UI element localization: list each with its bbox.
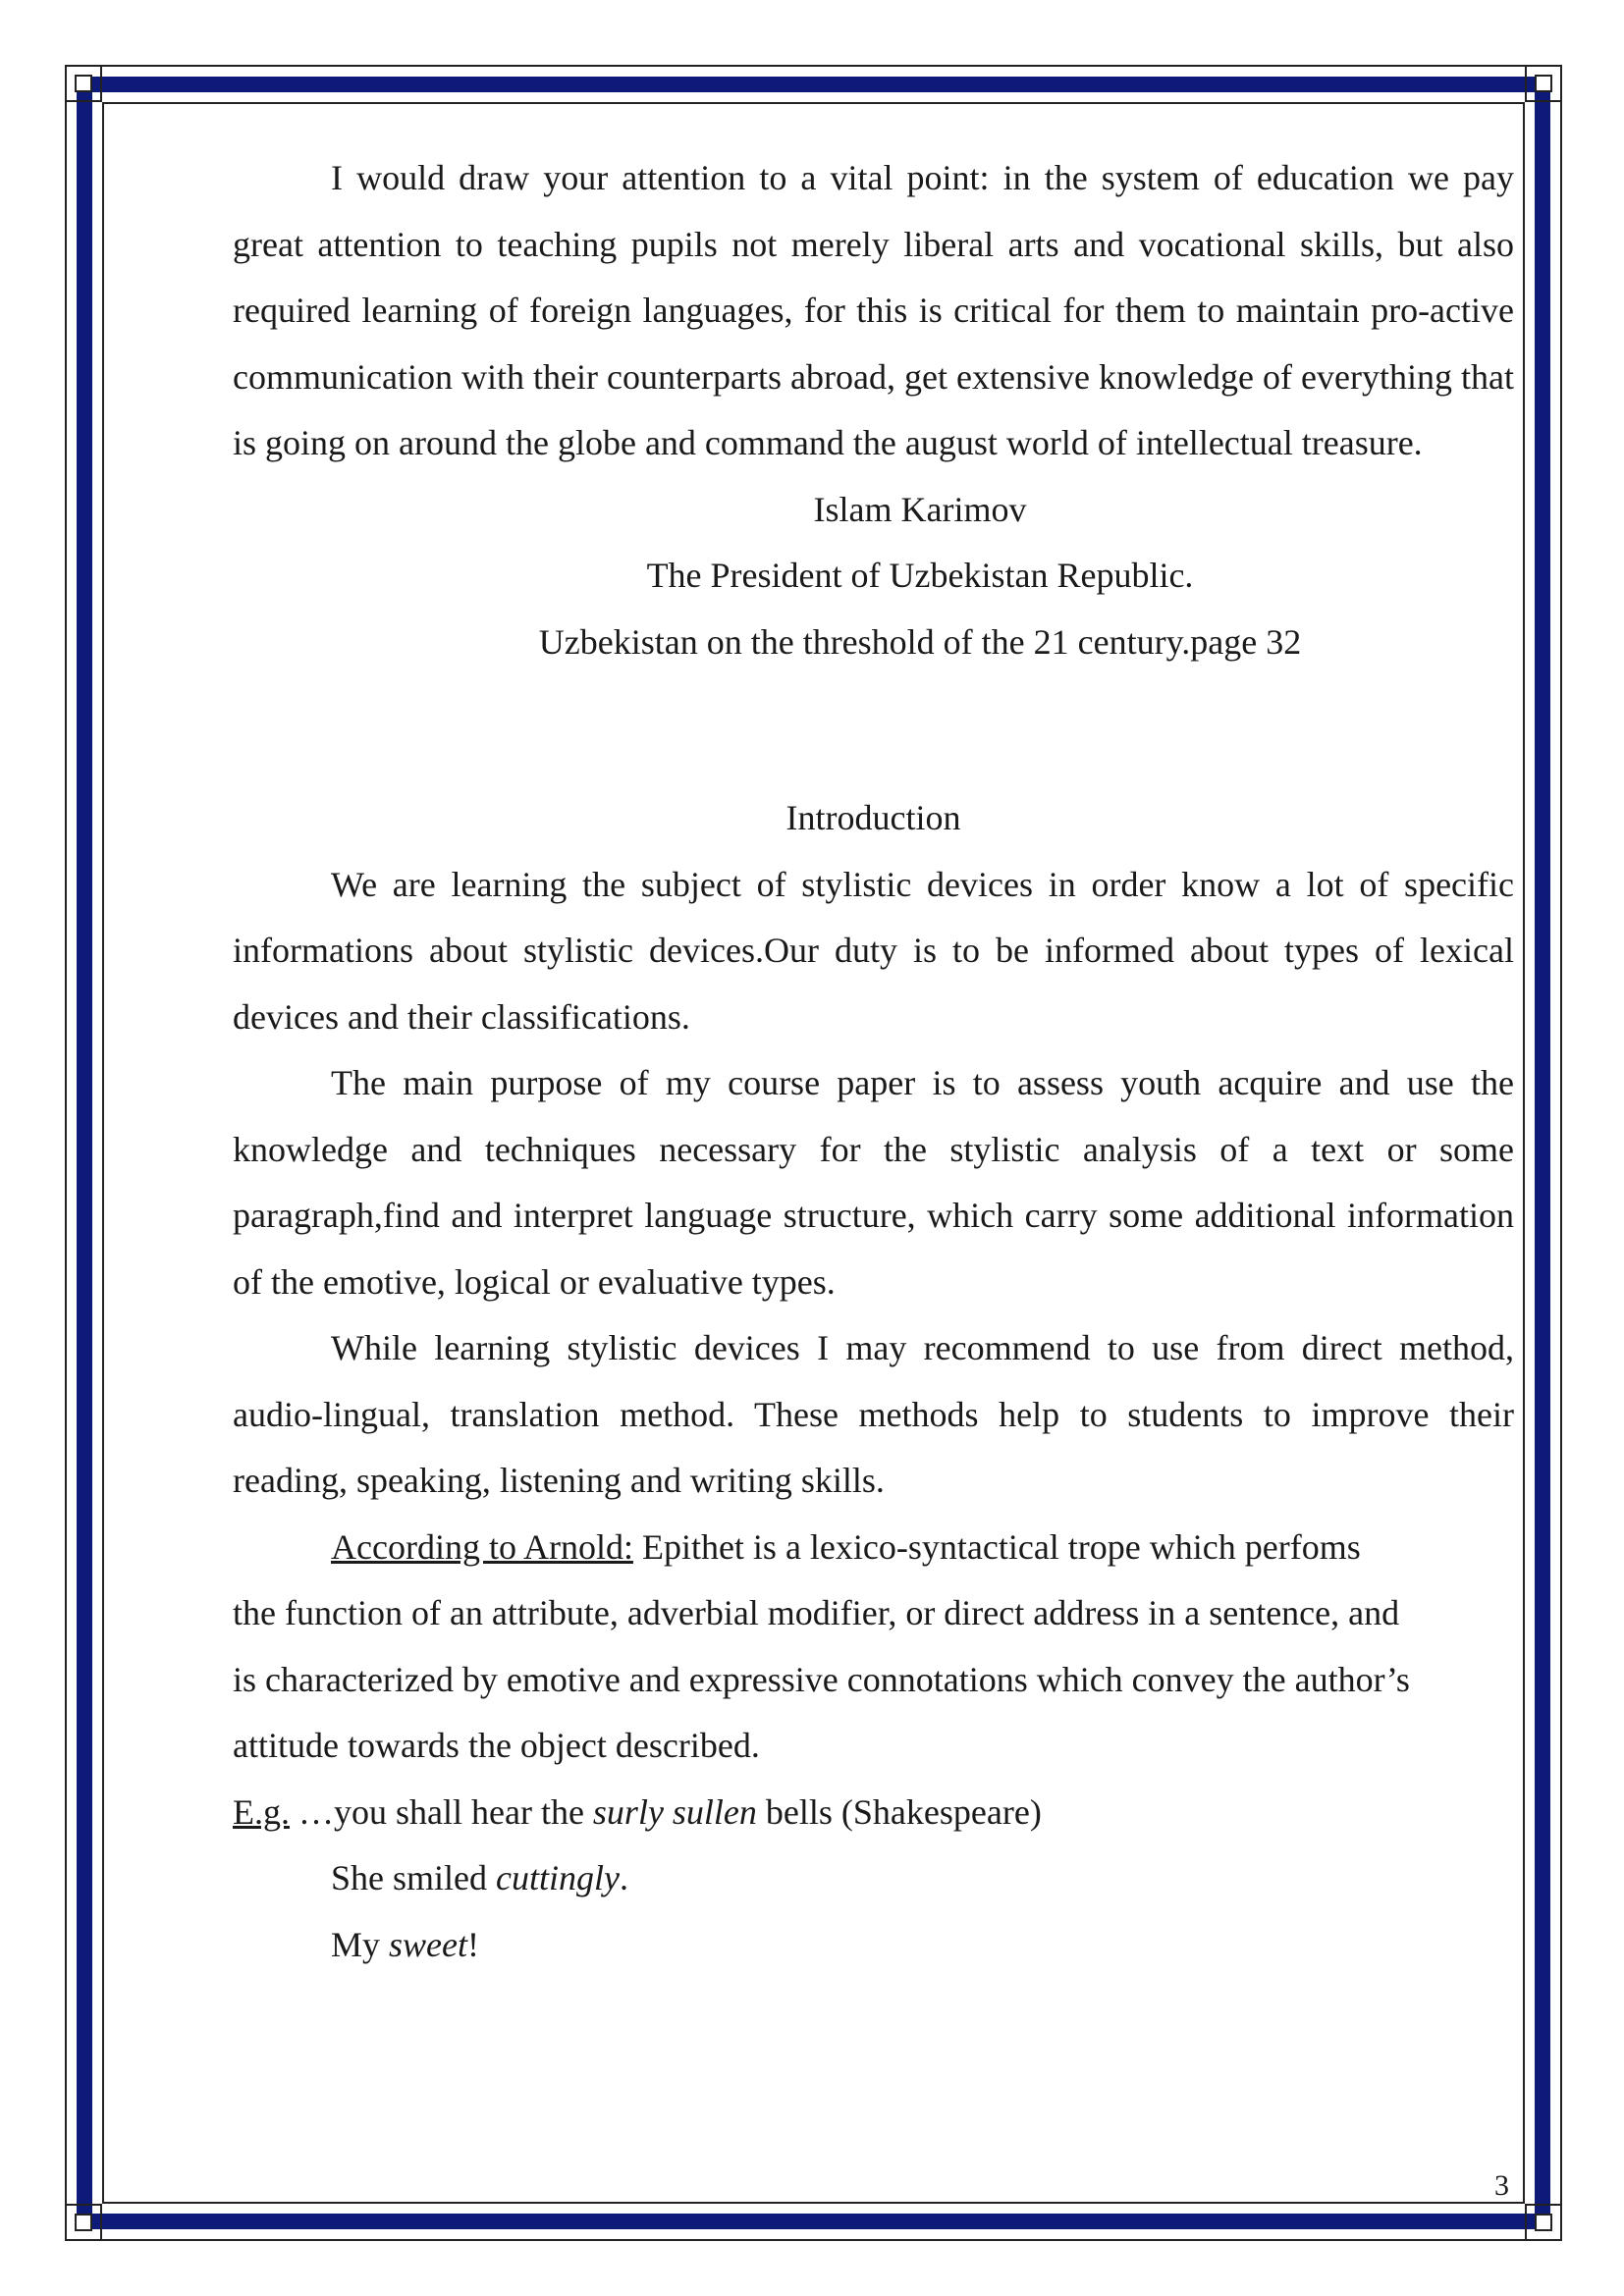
example-text: .	[619, 1858, 628, 1897]
example-italic: surly sullen	[592, 1791, 757, 1832]
epigraph-author: Islam Karimov	[813, 489, 1027, 529]
example-line	[233, 1780, 1514, 1846]
definition-line: the function of an attribute, adverbial modifier, or direct address in a sentence, and	[233, 1593, 1400, 1632]
epigraph-position: The President of Uzbekistan Republic.	[646, 556, 1194, 595]
definition-line: attitude towards the object described.	[233, 1726, 760, 1765]
examples-block	[233, 1780, 1514, 1979]
example-line	[233, 1845, 1514, 1912]
spacer	[233, 675, 1514, 785]
example-line	[233, 1912, 1514, 1979]
intro-paragraph: The main purpose of my course paper is to assess youth acquire and use the knowledge and techniques necessary for the stylistic analysis of a text or some paragraph,find and interpret language structure, which carry some additional information of the emotive, logical or evaluative types.	[233, 1063, 1514, 1302]
example-text: …you shall hear the	[290, 1791, 593, 1832]
example-text: My	[331, 1924, 390, 1964]
border-corner-ornament	[1525, 2204, 1562, 2241]
intro-paragraph: We are learning the subject of stylistic devices in order know a lot of specific informations about stylistic devices.Our duty is to be informed about types of lexical devices and their classifications.	[233, 864, 1514, 1037]
example-label: E.g.	[233, 1791, 290, 1832]
example-text: !	[467, 1924, 479, 1964]
definition-block	[233, 1515, 1514, 1780]
border-corner-ornament	[1525, 65, 1562, 102]
intro-paragraph: While learning stylistic devices I may recommend to use from direct method, audio-lingual, translation method. These methods help to students to improve their reading, speaking, listening and writing skills.	[233, 1328, 1514, 1500]
definition-line: is characterized by emotive and expressive connotations which convey the author’s	[233, 1659, 1410, 1699]
definition-line	[233, 1515, 1514, 1581]
example-italic: cuttingly	[496, 1858, 620, 1897]
example-italic: sweet	[389, 1924, 467, 1964]
section-heading: Introduction	[785, 798, 961, 837]
example-text: bells (Shakespeare)	[756, 1791, 1042, 1832]
page-content	[233, 145, 1514, 1978]
example-text: She smiled	[331, 1858, 496, 1897]
border-corner-ornament	[65, 65, 102, 102]
definition-text: Epithet is a lexico-syntactical trope which perfoms	[632, 1526, 1361, 1567]
epigraph-quote: I would draw your attention to a vital point: in the system of education we pay great attention to teaching pupils not merely liberal arts and vocational skills, but also required learning of foreign languages, for this is critical for them to maintain pro-active communication with their counterparts abroad, get extensive knowledge of everything that is going on around the globe and command the august world of intellectual treasure.	[233, 158, 1514, 462]
definition-label: According to Arnold:	[331, 1526, 633, 1567]
border-corner-ornament	[65, 2204, 102, 2241]
page-number: 3	[1494, 2169, 1509, 2202]
epigraph-source: Uzbekistan on the threshold of the 21 century.page 32	[538, 621, 1302, 662]
